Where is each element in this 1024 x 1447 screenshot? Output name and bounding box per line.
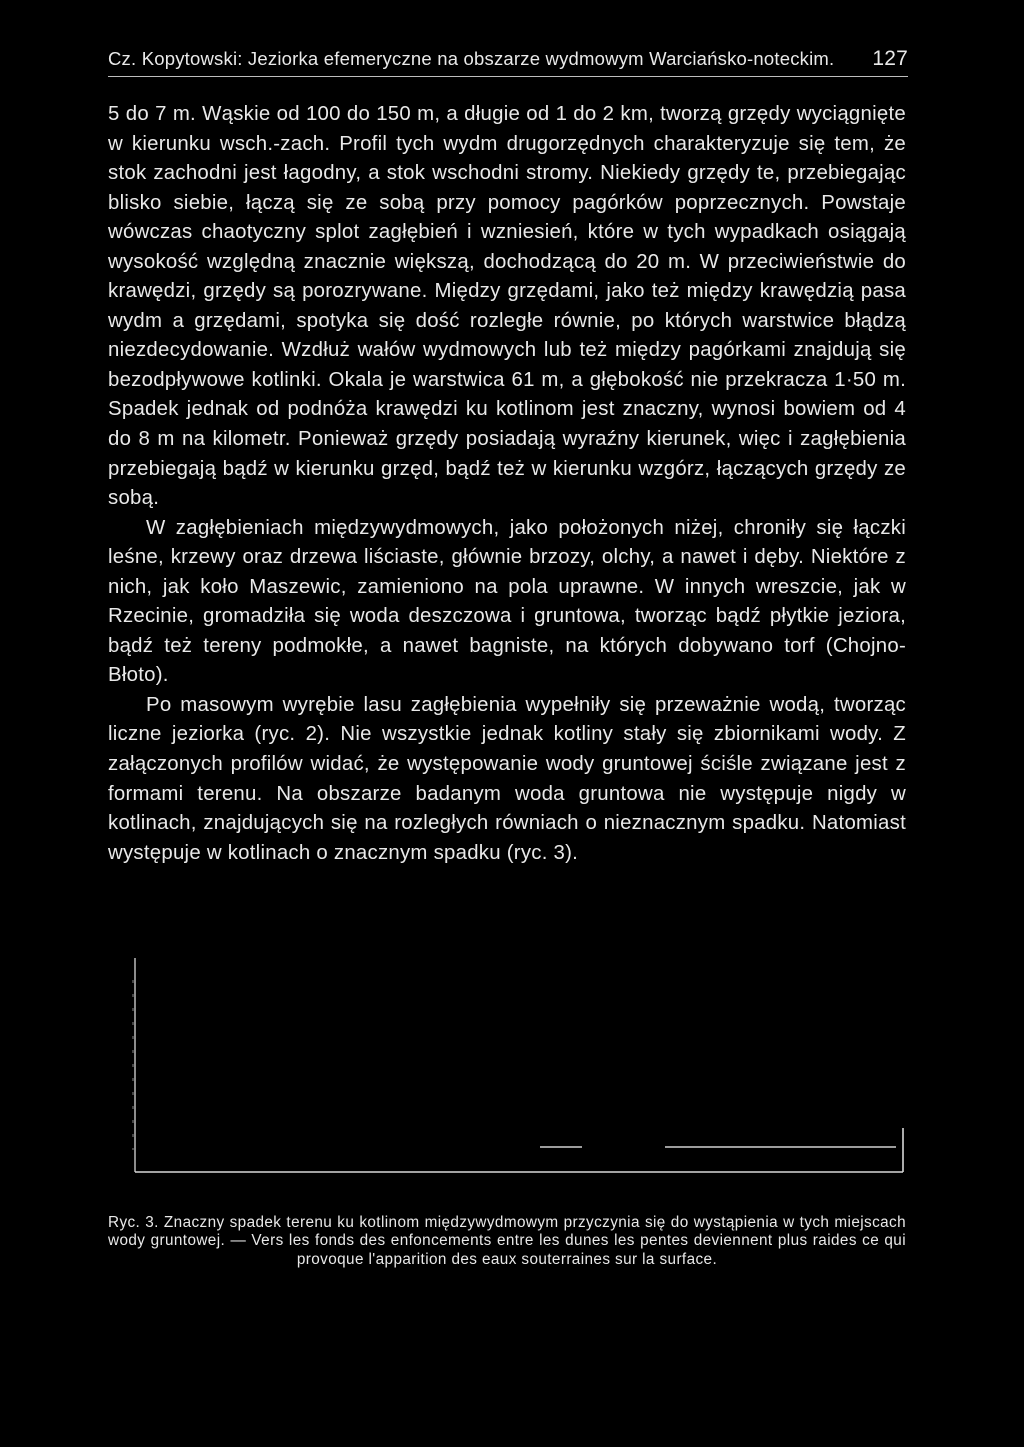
figure-caption: Ryc. 3. Znaczny spadek terenu ku kotlinom międzywydmowym przyczynia się do wystąpienia w tych miejscach wody gruntowej. — Vers les fonds des enfoncements entre les dunes les pentes deviennent plus raides ce qui provoque l'apparition des eaux souterraines sur la surface.: [108, 1214, 906, 1268]
paragraph-1: 5 do 7 m. Wąskie od 100 do 150 m, a długie od 1 do 2 km, tworzą grzędy wyciągnięte w kierunku wsch.-zach. Profil tych wydm drugorzędnych charakteryzuje się tem, że stok zachodni jest łagodny, a stok wschodni stromy. Niekiedy grzędy te, przebiegając blisko siebie, łączą się ze sobą przy pomocy pagórków poprzecznych. Powstaje wówczas chaotyczny splot zagłębień i wzniesień, które w tych wypadkach osiągają wysokość względną znacznie większą, dochodzącą do 20 m. W przeciwieństwie do krawędzi, grzędy są porozrywane. Między grzędami, jako też między krawędzią pasa wydm a grzędami, spotyka się dość rozległe równie, po których warstwice błądzą niezdecydowanie. Wzdłuż wałów wydmowych lub też między pagórkami znajdują się bezodpływowe kotlinki. Okala je warstwica 61 m, a głębokość nie przekracza 1·50 m. Spadek jednak od podnóża krawędzi ku kotlinom jest znaczny, wynosi bowiem od 4 do 8 m na kilometr. Ponieważ grzędy posiadają wyraźny kierunek, więc i zagłębienia przebiegają bądź w kierunku grzęd, bądź też w kierunku wzgórz, łączących grzędy ze sobą.: [108, 103, 906, 510]
running-header: [108, 44, 908, 77]
article-body: [108, 100, 906, 868]
paragraph-3: Po masowym wyrębie lasu zagłębienia wypełniły się przeważnie wodą, tworząc liczne jeziorka (ryc. 2). Nie wszystkie jednak kotliny stały się zbiornikami wody. Z załączonych profilów widać, że występowanie wody gruntowej ściśle związane jest z formami terenu. Na obszarze badanym woda gruntowa nie występuje nigdy w kotlinach, znajdujących się na rozległych równiach o nieznacznym spadku. Natomiast występuje w kotlinach o znacznym spadku (ryc. 3).: [108, 693, 906, 864]
paragraph-2: W zagłębieniach międzywydmowych, jako położonych niżej, chroniły się łączki leśne, krzewy oraz drzewa liściaste, głównie brzozy, olchy, a nawet i dęby. Niektóre z nich, jak koło Maszewic, zamieniono na pola uprawne. W innych wreszcie, jak w Rzecinie, gromadziła się woda deszczowa i gruntowa, tworząc bądź płytkie jeziora, bądź też tereny podmokłe, a nawet bagniste, na których dobywano torf (Chojno-Błoto).: [108, 516, 906, 687]
page-number: 127: [872, 47, 908, 70]
running-title: Cz. Kopytowski: Jeziorka efemeryczne na obszarze wydmowym Warciańsko-noteckim.: [108, 48, 835, 69]
figure-ryc-3: [0, 950, 1024, 1190]
profile-diagram: [0, 950, 1024, 1190]
